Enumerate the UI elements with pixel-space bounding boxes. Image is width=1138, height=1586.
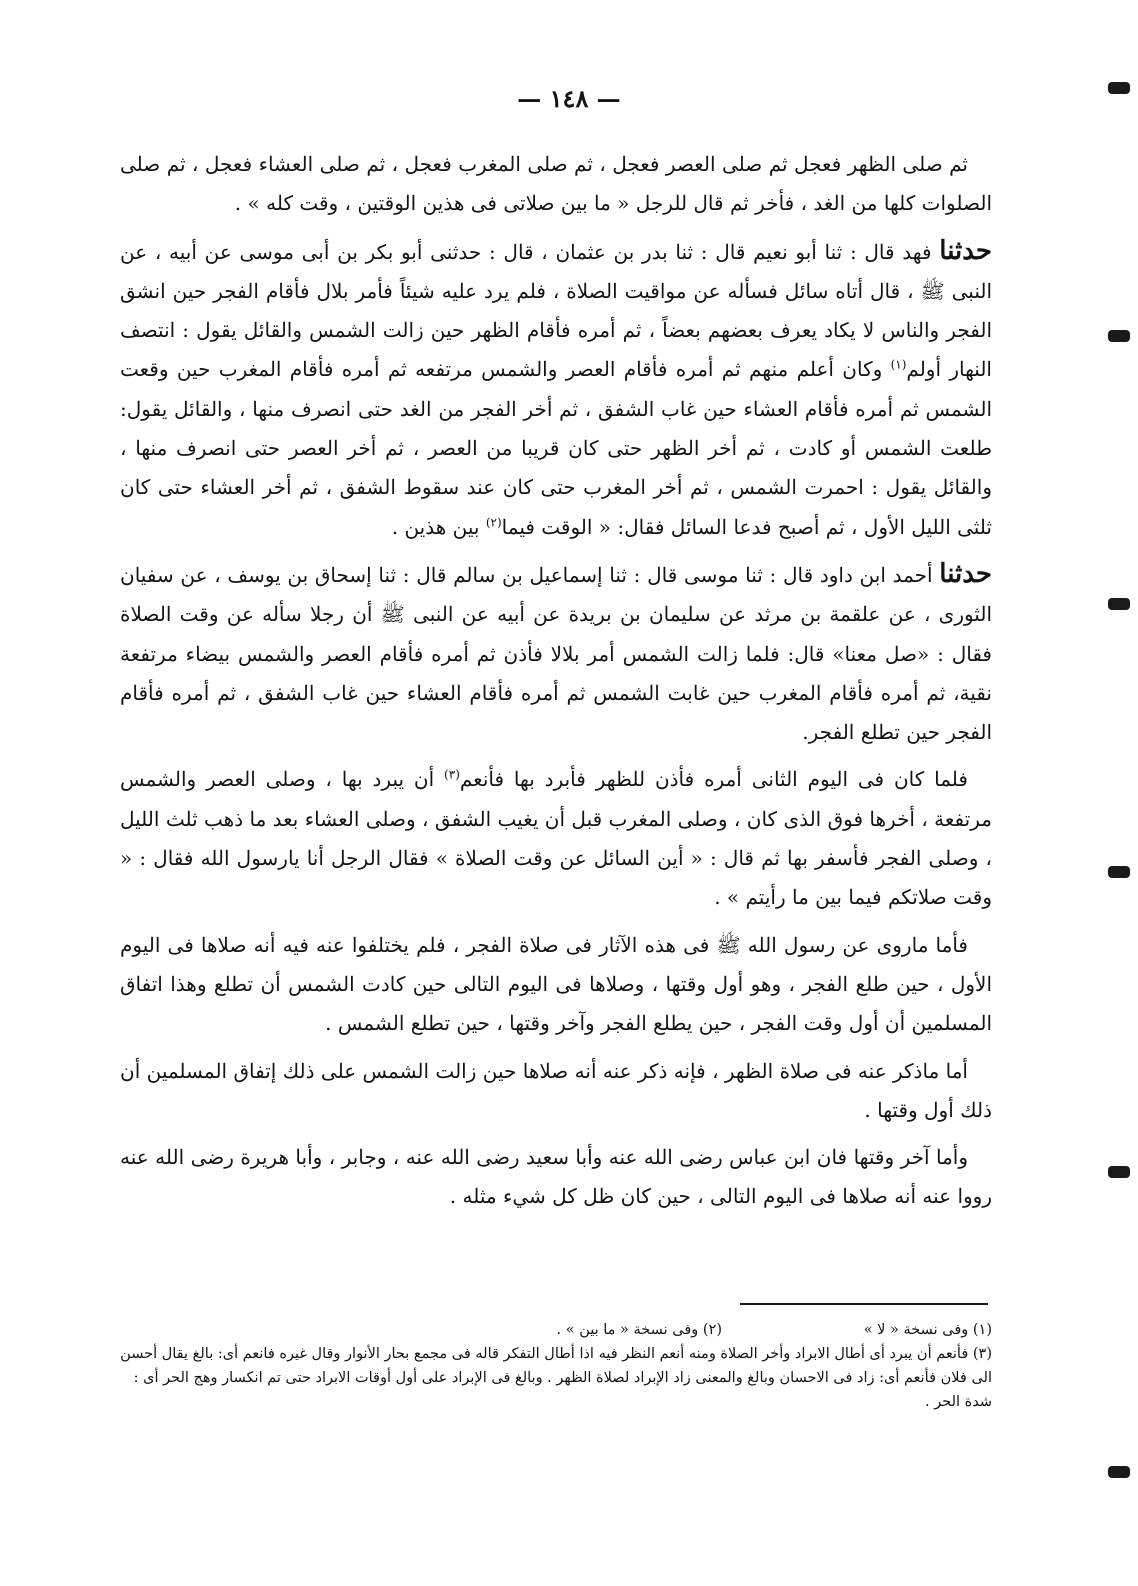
edge-mark [1108,330,1130,342]
paragraph [120,145,992,224]
footnote-ref: (١) [890,357,907,372]
paragraph-text: فهد قال : ثنا أبو نعيم قال : ثنا بدر بن عثمان ، قال : حدثنى أبو بكر بن أبى موسى عن أبيه ، عن النبى ﷺ ، قال أتاه سائل فسأله عن مواقيت الصلاة ، فلم يرد عليه شيئاً فأمر بلال فأقام الفجر حين انشق الفجر والناس لا يكاد يعرف بعضهم بعضاً ، ثم أمره فأقام الظهر حين زالت الشمس والقائل يقول : انتصف النهار أولم [120,239,992,382]
paragraph [120,1052,992,1131]
paragraph [120,926,992,1044]
paragraph [120,555,992,752]
footnote-3: (٣) فأنعم أن يبرد أى أطال الابراد وأخر الصلاة ومنه أنعم النظر فيه اذا أطال التفكر قاله فى مجمع بحار الأنوار وقال غيره فانعم أى: بالغ يقال أحسن الى فلان فأنعم أى: زاد فى الاحسان وبالغ والمعنى زاد الإبراد لصلاة الظهر . وبالغ فى الإبراد على أول أوقات الابراد حتى تم انكسار وهج الحر أى : شدة الحر . [120,1346,992,1410]
paragraph-text: ثم صلى الظهر فعجل ثم صلى العصر فعجل ، ثم صلى المغرب فعجل ، ثم صلى العشاء فعجل ، ثم صلى الصلوات كلها من الغد ، فأخر ثم قال للرجل « ما بين صلاتى فى هذين الوقتين ، وقت كله » . [120,152,992,216]
paragraph [120,760,992,917]
edge-mark [1108,1166,1130,1178]
footnote-divider [740,1303,988,1305]
main-text [120,145,992,1225]
hadith-heading: حدثنا [939,558,993,589]
footnotes [120,1318,992,1414]
edge-mark [1108,1466,1130,1478]
edge-mark [1108,866,1130,878]
paragraph [120,1138,992,1217]
paragraph-text: فأما ماروى عن رسول الله ﷺ فى هذه الآثار فى صلاة الفجر ، فلم يختلفوا عنه فيه أنه صلاها فى اليوم الأول ، حين طلع الفجر ، وهو أول وقتها ، وصلاها فى اليوم التالى حين كادت الشمس أن تطلع وهذا اتفاق المسلمين أن أول وقت الفجر ، حين يطلع الفجر وآخر وقتها ، حين تطلع الشمس . [120,932,992,1036]
paragraph-text: أحمد ابن داود قال : ثنا موسى قال : ثنا إسماعيل بن سالم قال : ثنا إسحاق بن يوسف ، عن سفيان الثورى ، عن علقمة بن مرثد عن سليمان بن بريدة عن أبيه عن النبى ﷺ أن رجلا سأله عن وقت الصلاة فقال : «صل معنا» قال: فلما زالت الشمس أمر بلالا فأذن ثم أمره فأقام العصر والشمس بيضاء مرتفعة نقية، ثم أمره فأقام المغرب حين غابت الشمس ثم أمره فأقام العشاء حين غاب الشفق ، ثم أمره فأقام الفجر حين تطلع الفجر. [120,562,992,745]
paragraph-text: وكان أعلم منهم ثم أمره فأقام العصر والشمس مرتفعه ثم أمره فأقام المغرب حين وقعت الشمس ثم أمره فأقام العشاء حين غاب الشفق ، ثم أخر الفجر من الغد حتى انصرف منها ، والقائل يقول: طلعت الشمس أو كادت ، ثم أخر الظهر حتى كان قريبا من العصر ، ثم أخر العصر حتى انصرف منها ، والقائل يقول : احمرت الشمس ، ثم أخر المغرب حتى كان عند سقوط الشفق ، ثم أخر العشاء حتى كان ثلثى الليل الأول ، ثم أصبح فدعا السائل فقال: « الوقت فيما [120,357,992,539]
page-number: — ١٤٨ — [517,84,621,113]
hadith-heading: حدثنا [939,235,992,266]
footnote-1: (١) وفى نسخة « لا » [863,1322,992,1338]
paragraph-text: بين هذين . [391,514,480,539]
edge-mark [1108,82,1130,94]
footnote-2: (٢) وفى نسخة « ما بين » . [556,1322,722,1338]
paragraph [120,232,992,547]
footnote-ref: (٣) [444,767,460,782]
footnote-row [120,1318,992,1342]
paragraph-text: أن يبرد بها ، وصلى العصر والشمس مرتفعة ، أخرها فوق الذى كان ، وصلى المغرب قبل أن يغيب الشفق ، وصلى العشاء بعد ما ذهب ثلث الليل ، وصلى الفجر فأسفر بها ثم قال : « أين السائل عن وقت الصلاة » فقال الرجل أنا يارسول الله فقال : « وقت صلاتكم فيما بين ما رأيتم » . [120,767,992,910]
paragraph-text: فلما كان فى اليوم الثانى أمره فأذن للظهر فأبرد بها فأنعم [459,767,968,792]
footnote-ref: (٢) [485,515,502,530]
paragraph-text: أما ماذكر عنه فى صلاة الظهر ، فإنه ذكر عنه أنه صلاها حين زالت الشمس على ذلك إتفاق المسلمين أن ذلك أول وقتها . [120,1058,992,1122]
paragraph-text: وأما آخر وقتها فان ابن عباس رضى الله عنه وأبا سعيد رضى الله عنه ، وجابر ، وأبا هريرة رضى الله عنه رووا عنه أنه صلاها فى اليوم التالى ، حين كان ظل كل شيء مثله . [120,1145,992,1209]
edge-mark [1108,598,1130,610]
